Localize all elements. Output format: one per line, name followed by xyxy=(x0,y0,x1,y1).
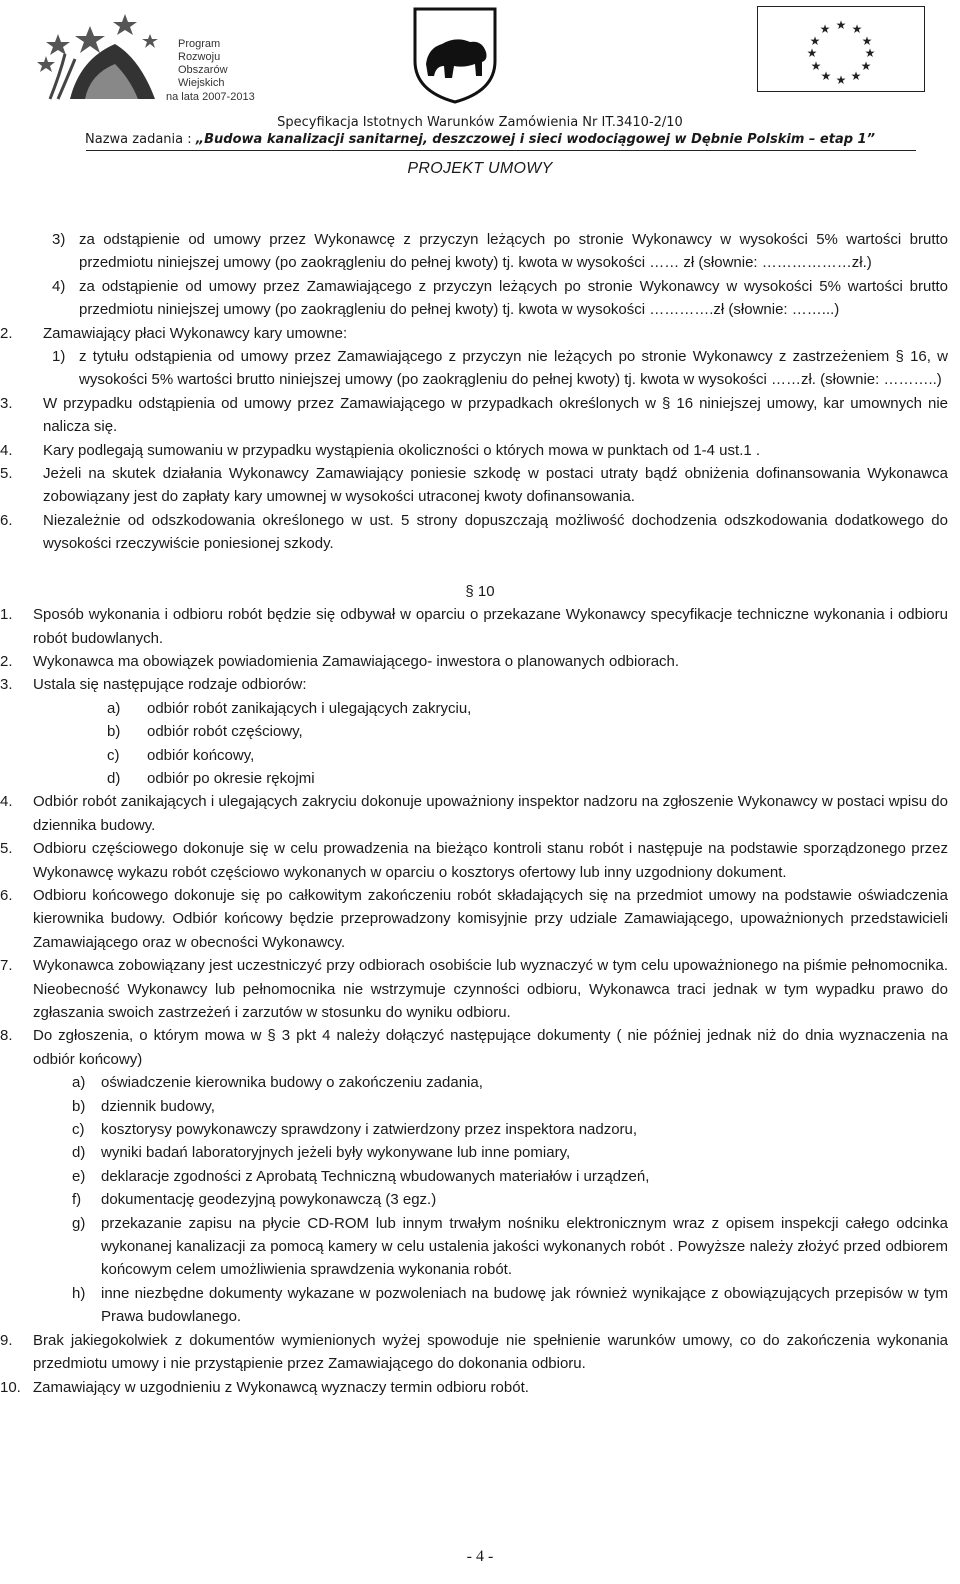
acceptance-type-item-number: d) xyxy=(107,769,121,787)
clause xyxy=(0,954,960,1024)
document-item-text: inne niezbędne dokumenty wykazane w pozwoleniach na budowę jak również wynikające z obowiązujących przepisów w tym Prawa budowlanego. xyxy=(101,1284,948,1326)
document-body xyxy=(0,228,960,1399)
document-item-text: oświadczenie kierownika budowy o zakończeniu zadania, xyxy=(101,1074,483,1092)
document-item-text: dokumentację geodezyjną powykonawczą (3 egz.) xyxy=(101,1191,437,1209)
clause-number: 3. xyxy=(0,676,13,694)
document-item xyxy=(0,1282,960,1329)
clause-text: Ustala się następujące rodzaje odbiorów: xyxy=(33,676,307,694)
penalty-item-text: za odstąpienie od umowy przez Zamawiającego z przyczyn leżących po stronie Wykonawcy w wysokości 5% wartości brutto przedmiotu niniejszej umowy (po zaokrągleniu do pełnej kwoty) tj. kwota w wysokości ………….zł (słownie: ……...) xyxy=(79,277,948,319)
acceptance-type-item xyxy=(0,767,960,790)
clause-text: Jeżeli na skutek działania Wykonawcy Zamawiający poniesie szkodę w postaci utraty bądź obniżenia dofinansowania Wykonawca zobowiązany jest do zapłaty kary umownej w wysokości utraconej kwoty dofinansowania. xyxy=(43,465,948,506)
penalty-item-number: 1) xyxy=(52,348,66,366)
penalty-item-number: 3) xyxy=(52,231,66,248)
clause-number: 2. xyxy=(0,652,13,670)
svg-text:★: ★ xyxy=(860,59,872,73)
document-item-number: b) xyxy=(72,1097,86,1115)
prow-logo-text-1: Program xyxy=(178,38,221,50)
clause-text: Wykonawca ma obowiązek powiadomienia Zamawiającego- inwestora o planowanych odbiorach. xyxy=(33,652,680,670)
acceptance-type-item xyxy=(0,697,960,720)
clause-text: Odbioru końcowego dokonuje się po całkowitym zakończeniu robót składających się na przedmiot umowy na podstawie oświadczenia kierownika budowy. Odbiór końcowy będzie przeprowadzony komisyjnie przy udziale Zamawiającego, upoważnionych przedstawicieli Zamawiającego oraz w obecności Wykonawcy. xyxy=(33,886,948,951)
clause-number: 4. xyxy=(0,441,13,459)
svg-text:★: ★ xyxy=(835,18,847,32)
clause-number: 9. xyxy=(0,1331,13,1349)
clause xyxy=(0,837,960,884)
svg-text:Obszarów: Obszarów xyxy=(178,64,228,76)
acceptance-type-item-number: b) xyxy=(107,723,121,741)
document-item-text: kosztorysy powykonawczy sprawdzony i zatwierdzony przez inspektora nadzoru, xyxy=(101,1121,638,1139)
clause-number: 5. xyxy=(0,465,13,483)
task-name: „Budowa kanalizacji sanitarnej, deszczowej i sieci wodociągowej w Dębnie Polskim – etap 1” xyxy=(195,132,875,147)
clause-number: 1. xyxy=(0,606,13,624)
svg-text:★: ★ xyxy=(806,46,818,60)
acceptance-type-item xyxy=(0,744,960,767)
eu-flag-logo xyxy=(757,6,925,92)
document-item-number: a) xyxy=(72,1074,86,1092)
clause xyxy=(0,462,960,509)
clause-number: 5. xyxy=(0,840,13,858)
clause xyxy=(0,884,960,954)
clause xyxy=(0,392,960,439)
document-item-number: c) xyxy=(72,1121,85,1139)
document-item xyxy=(0,1212,960,1282)
clause-number: 6. xyxy=(0,511,13,529)
clause-text: Odbioru częściowego dokonuje się w celu prowadzenia na bieżąco kontroli stanu robót i następuje na podstawie sporządzonego przez Wykonawcę wykazu robót częściowo wykonanych w oparciu o kosztorys ofertowy lub inny uzgodniony dokument. xyxy=(33,840,948,881)
document-item xyxy=(0,1095,960,1118)
clause xyxy=(0,1024,960,1071)
coat-of-arms-logo xyxy=(412,6,498,104)
document-item xyxy=(0,1118,960,1141)
paragraph-heading: § 10 xyxy=(465,582,495,600)
clause-text: Zamawiający płaci Wykonawcy kary umowne: xyxy=(43,324,348,342)
header-rule xyxy=(86,150,916,151)
penalty-item xyxy=(0,275,960,322)
document-item-number: g) xyxy=(72,1214,86,1232)
svg-text:★: ★ xyxy=(850,69,862,83)
svg-text:★: ★ xyxy=(809,34,821,48)
acceptance-type-item-number: c) xyxy=(107,746,120,764)
prow-logo xyxy=(30,4,255,104)
clause-text: Niezależnie od odszkodowania określonego w ust. 5 strony dopuszczają możliwość dochodzenia odszkodowania dodatkowego do wysokości rzeczywiście poniesionej szkody. xyxy=(43,511,948,553)
svg-text:★: ★ xyxy=(819,22,831,36)
clause-text: Do zgłoszenia, o którym mowa w § 3 pkt 4 należy dołączyć następujące dokumenty ( nie później jednak niż do dnia wyznaczenia na odbiór końcowy) xyxy=(33,1027,948,1068)
svg-text:★: ★ xyxy=(851,22,863,36)
svg-text:★: ★ xyxy=(810,59,822,73)
document-item xyxy=(0,1188,960,1211)
clause xyxy=(0,439,960,462)
svg-text:na lata 2007-2013: na lata 2007-2013 xyxy=(166,91,255,103)
spec-line: Specyfikacja Istotnych Warunków Zamówienia Nr IT.3410-2/10 xyxy=(277,115,683,130)
clause xyxy=(0,1376,960,1399)
acceptance-type-item-number: a) xyxy=(107,699,121,717)
document-item xyxy=(0,1165,960,1188)
clause-text: Kary podlegają sumowaniu w przypadku wystąpienia okoliczności o których mowa w punktach od 1-4 ust.1 . xyxy=(43,441,761,459)
clause-text: Odbiór robót zanikających i ulegających zakryciu dokonuje upoważniony inspektor nadzoru na zgłoszenie Wykonawcy w postaci wpisu do dziennika budowy. xyxy=(33,793,948,834)
page-number: - 4 - xyxy=(466,1548,494,1565)
document-item-number: h) xyxy=(72,1284,86,1302)
document-title: PROJEKT UMOWY xyxy=(407,160,553,177)
acceptance-type-item-text: odbiór robót zanikających i ulegających zakryciu, xyxy=(147,699,472,717)
clause xyxy=(0,603,960,650)
clause xyxy=(0,1329,960,1376)
clause xyxy=(0,650,960,673)
document-item-number: d) xyxy=(72,1144,86,1162)
penalty-item xyxy=(0,228,960,275)
clause-number: 7. xyxy=(0,957,13,975)
clause-number: 3. xyxy=(0,394,13,412)
document-item-number: e) xyxy=(72,1167,86,1185)
svg-text:★: ★ xyxy=(861,34,873,48)
document-item xyxy=(0,1071,960,1094)
task-line xyxy=(0,132,960,147)
clause-text: Brak jakiegokolwiek z dokumentów wymienionych wyżej spowoduje nie spełnienie warunków umowy, co do zakończenia wykonania przedmiotu umowy i nie przystąpienie przez Zamawiającego do dokonania odbioru. xyxy=(33,1331,948,1373)
clause-number: 2. xyxy=(0,324,13,342)
clause-number: 8. xyxy=(0,1027,13,1045)
clause-number: 4. xyxy=(0,793,13,811)
clause-text: Zamawiający w uzgodnieniu z Wykonawcą wyznaczy termin odbioru robót. xyxy=(33,1378,529,1396)
document-item-number: f) xyxy=(72,1191,82,1209)
acceptance-type-item-text: odbiór robót częściowy, xyxy=(147,723,303,741)
penalty-item xyxy=(0,345,960,392)
acceptance-type-item-text: odbiór po okresie rękojmi xyxy=(147,769,315,787)
acceptance-type-item-text: odbiór końcowy, xyxy=(147,746,255,764)
clause-number: 6. xyxy=(0,886,13,904)
acceptance-type-item xyxy=(0,720,960,743)
penalty-item-text: za odstąpienie od umowy przez Wykonawcę z przyczyn leżących po stronie Wykonawcy w wysokości 5% wartości brutto przedmiotu niniejszej umowy (po zaokrągleniu do pełnej kwoty) tj. kwota w wysokości …… zł (słownie: ………………zł.) xyxy=(79,231,948,272)
clause xyxy=(0,322,960,345)
penalty-item-number: 4) xyxy=(52,277,66,295)
svg-text:Rozwoju: Rozwoju xyxy=(178,51,221,63)
svg-text:★: ★ xyxy=(820,69,832,83)
document-item-text: wyniki badań laboratoryjnych jeżeli były wykonywane lub inne pomiary, xyxy=(101,1144,571,1162)
clause xyxy=(0,673,960,696)
svg-text:★: ★ xyxy=(864,46,876,60)
penalty-item-text: z tytułu odstąpienia od umowy przez Zamawiającego z przyczyn nie leżących po stronie Wykonawcy z zastrzeżeniem § 16, w wysokości 5% wartości brutto niniejszej umowy (po zaokrągleniu do pełnej kwoty) tj. kwota w wysokości ……zł. (słownie: ………..) xyxy=(79,348,948,389)
clause-text: W przypadku odstąpienia od umowy przez Zamawiającego w przypadkach określonych w § 16 niniejszej umowy, kar umownych nie nalicza się. xyxy=(43,394,948,436)
clause-text: Wykonawca zobowiązany jest uczestniczyć przy odbiorach osobiście lub wyznaczyć w tym celu upoważnionego na piśmie pełnomocnika. Nieobecność Wykonawcy lub pełnomocnika nie wstrzymuje czynności odbioru, Wykonawca traci jednak w tym wypadku prawo do zgłaszania swoich zastrzeżeń i zarzutów w stosunku do wyniku odbioru. xyxy=(33,957,948,1021)
document-item-text: dziennik budowy, xyxy=(101,1097,215,1115)
task-prefix: Nazwa zadania : xyxy=(85,132,196,147)
clause xyxy=(0,790,960,837)
svg-text:Wiejskich: Wiejskich xyxy=(178,77,225,89)
document-item-text: deklaracje zgodności z Aprobatą Techniczną wbudowanych materiałów i urządzeń, xyxy=(101,1167,650,1185)
svg-text:★: ★ xyxy=(835,73,847,87)
document-item xyxy=(0,1141,960,1164)
clause xyxy=(0,509,960,556)
clause-text: Sposób wykonania i odbioru robót będzie się odbywał w oparciu o przekazane Wykonawcy specyfikacje techniczne wykonania i odbioru robót budowlanych. xyxy=(33,606,948,647)
document-item-text: przekazanie zapisu na płycie CD-ROM lub innym trwałym nośniku elektronicznym wraz z opisem inspekcji całego odcinka wykonanej kanalizacji za pomocą kamery w celu ustalenia jakości wykonanych robót . Powyższe należy złożyć przed odbiorem końcowym celem umożliwienia sprawdzenia wykonania robót. xyxy=(101,1214,948,1279)
clause-number: 10. xyxy=(0,1378,21,1396)
